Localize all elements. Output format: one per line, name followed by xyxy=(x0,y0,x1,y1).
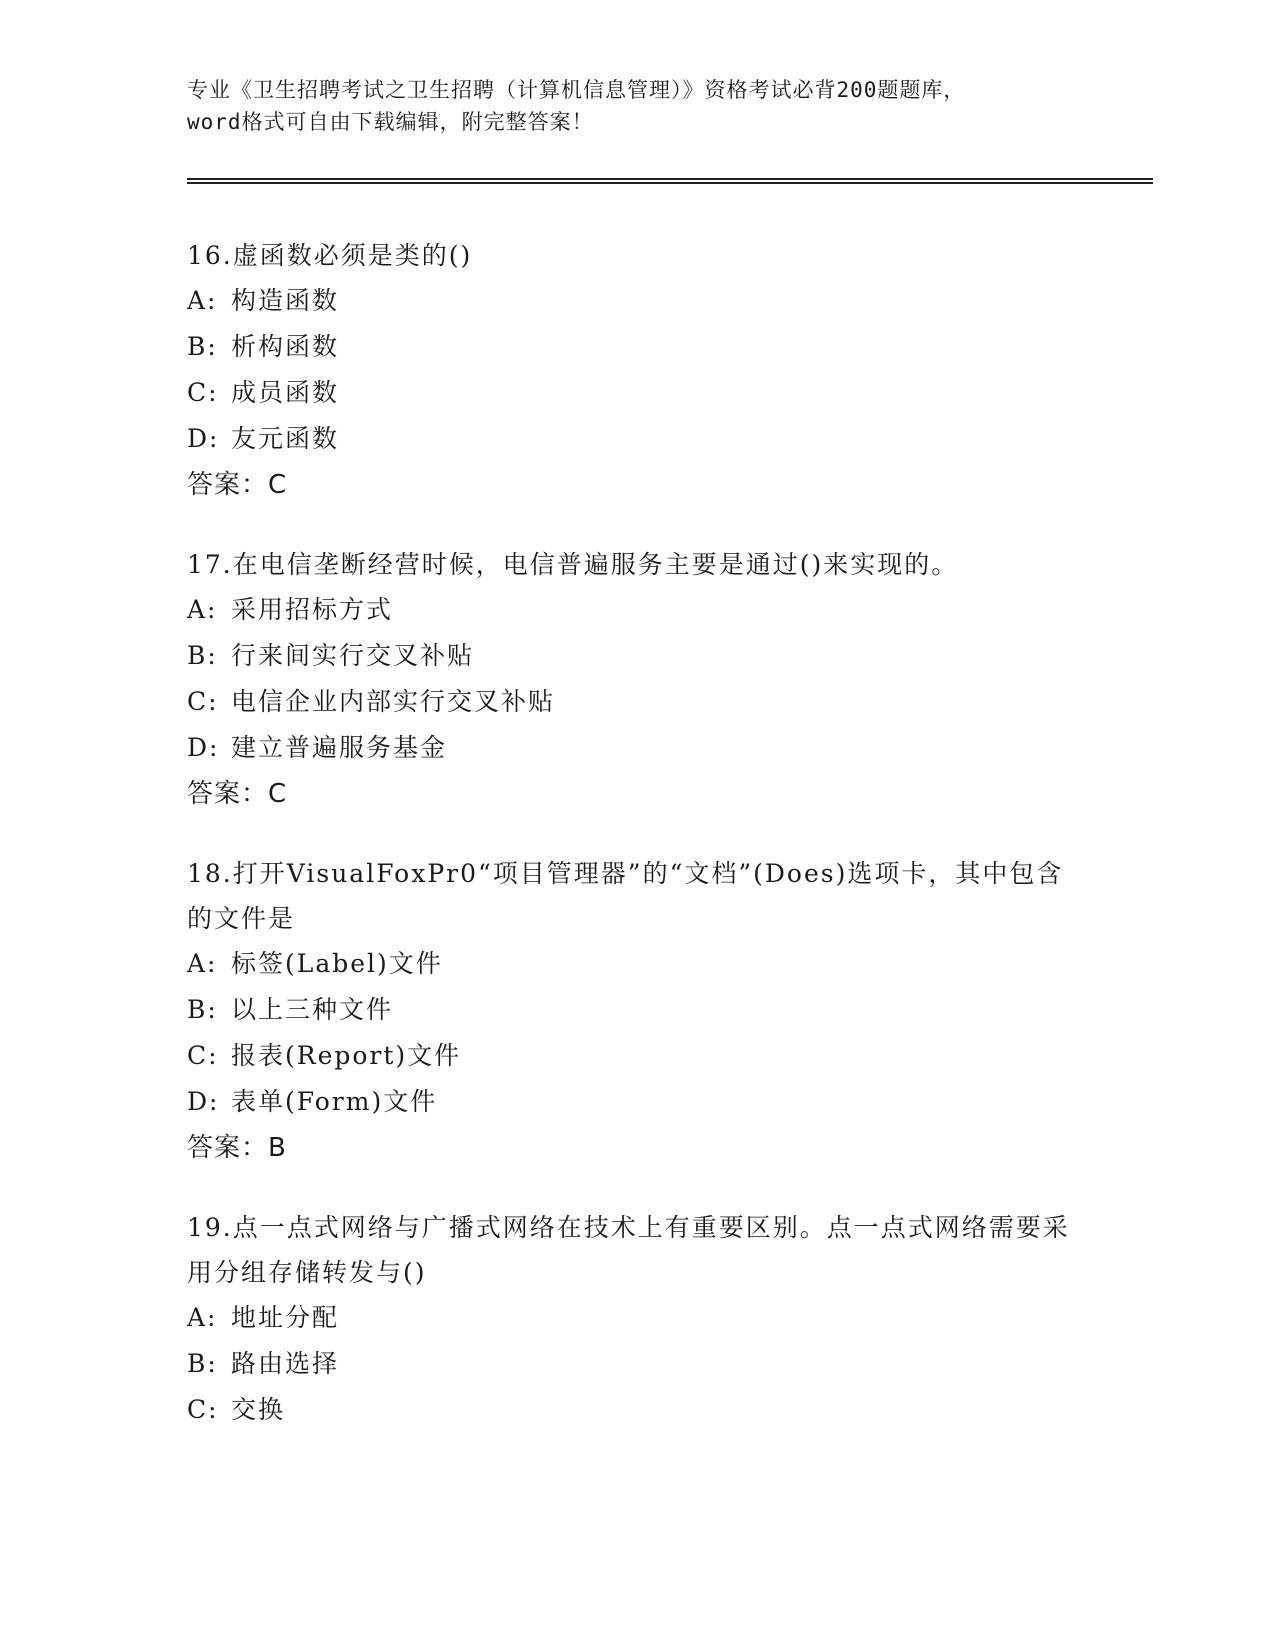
question-title: 18.打开VisualFoxPr0“项目管理器”的“文档”(Does)选项卡，其中包含的文件是 xyxy=(187,859,1064,933)
option-letter: D: xyxy=(187,424,220,453)
option-letter: D: xyxy=(187,733,220,762)
option-letter: B: xyxy=(187,995,218,1024)
option-letter: C: xyxy=(187,1041,219,1070)
question-title: 16.虚函数必须是类的() xyxy=(187,241,473,270)
option-a xyxy=(187,1295,1087,1341)
answer-line: 答案：C xyxy=(187,470,288,500)
option-text: 建立普遍服务基金 xyxy=(231,733,448,762)
question-title: 17.在电信垄断经营时候，电信普遍服务主要是通过()来实现的。 xyxy=(187,550,959,579)
option-letter: A: xyxy=(187,286,218,315)
option-c xyxy=(187,370,1087,416)
option-b xyxy=(187,987,1087,1033)
option-d xyxy=(187,1079,1087,1125)
option-letter: A: xyxy=(187,595,218,624)
option-letter: C: xyxy=(187,378,219,407)
option-letter: B: xyxy=(187,641,218,670)
option-a xyxy=(187,278,1087,324)
option-d xyxy=(187,416,1087,462)
option-text: 地址分配 xyxy=(231,1303,340,1332)
option-text: 构造函数 xyxy=(231,286,340,315)
option-b xyxy=(187,324,1087,370)
option-text: 表单(Form)文件 xyxy=(231,1087,438,1116)
option-c xyxy=(187,1033,1087,1079)
option-text: 以上三种文件 xyxy=(231,995,394,1024)
question-16 xyxy=(187,233,1087,508)
option-text: 友元函数 xyxy=(231,424,340,453)
header-line-1: 专业《卫生招聘考试之卫生招聘（计算机信息管理）》资格考试必背200题题库， xyxy=(187,78,966,102)
header-divider xyxy=(187,178,1153,184)
question-list xyxy=(187,233,1087,1467)
option-text: 电信企业内部实行交叉补贴 xyxy=(231,687,556,716)
option-d xyxy=(187,725,1087,771)
option-letter: C: xyxy=(187,687,219,716)
option-text: 标签(Label)文件 xyxy=(231,949,443,978)
question-18 xyxy=(187,851,1087,1171)
answer-line: 答案：C xyxy=(187,779,288,809)
option-letter: B: xyxy=(187,332,218,361)
option-b xyxy=(187,633,1087,679)
option-letter: D: xyxy=(187,1087,220,1116)
option-c xyxy=(187,1387,1087,1433)
option-letter: B: xyxy=(187,1349,218,1378)
document-header xyxy=(187,74,1087,138)
option-text: 采用招标方式 xyxy=(231,595,394,624)
option-text: 路由选择 xyxy=(231,1349,340,1378)
option-a xyxy=(187,587,1087,633)
option-c xyxy=(187,679,1087,725)
option-b xyxy=(187,1341,1087,1387)
question-title: 19.点一点式网络与广播式网络在技术上有重要区别。点一点式网络需要采用分组存储转发与() xyxy=(187,1213,1070,1287)
option-text: 报表(Report)文件 xyxy=(231,1041,462,1070)
option-text: 交换 xyxy=(231,1395,286,1424)
answer-line: 答案：B xyxy=(187,1133,287,1163)
option-letter: A: xyxy=(187,949,218,978)
option-text: 行来间实行交叉补贴 xyxy=(231,641,475,670)
option-letter: C: xyxy=(187,1395,219,1424)
header-line-2: word格式可自由下载编辑，附完整答案！ xyxy=(187,110,594,134)
question-17 xyxy=(187,542,1087,817)
question-19 xyxy=(187,1205,1087,1433)
option-letter: A: xyxy=(187,1303,218,1332)
option-text: 析构函数 xyxy=(231,332,340,361)
option-a xyxy=(187,941,1087,987)
option-text: 成员函数 xyxy=(231,378,340,407)
